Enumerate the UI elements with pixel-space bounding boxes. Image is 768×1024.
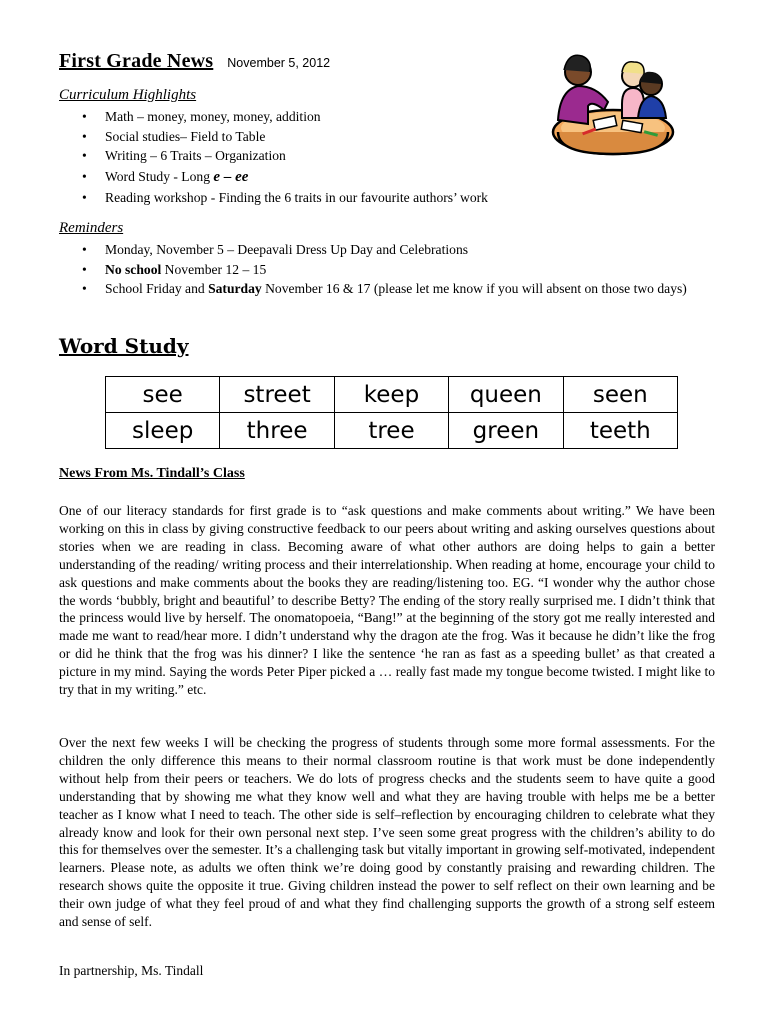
word-study-table [105, 376, 678, 449]
list-item [59, 166, 488, 188]
word-study-heading: Word Study [59, 334, 189, 358]
news-paragraph-1: One of our literacy standards for first grade is to “ask questions and make comments about writing.” We have been working on this in class by giving constructive feedback to our peers about writing and asking ourselves questions about stories when we are reading in class. Becoming aware of what other authors are doing helps to gain a better understanding of the reading/ writing process and their interrelationship. When reading at home, encourage your child to ask questions and make comments about the books they are reading/listening too. EG. “I wonder why the author chose the words ‘bubbly, bright and beautiful’ to describe Betty? The ending of the story really surprised me. I didn’t think that the princess would live by herself. The onomatopoeia, “Bang!” at the beginning of the story got me really interested and made me want to read/hear more. I didn’t understand why the dragon ate the frog. Was it because he didn’t like the frog or did he think that the frog was his dinner? I like the sentence ‘he ran as fast as a speeding bullet’ as that created a picture in my mind. Saying the words Peter Piper picked a … really fast made my tongue become twisted. I might like to try that in my writing.” etc. [59, 503, 715, 698]
school-dates-note: November 16 & 17 (please let me know if you will absent on those two days) [261, 281, 687, 296]
list-item: • Reading workshop - Finding the 6 traits in our favourite authors’ work [59, 188, 488, 208]
list-item [59, 279, 715, 299]
saturday-label: Saturday [208, 281, 262, 296]
no-school-dates: November 12 – 15 [161, 261, 267, 277]
curriculum-heading: Curriculum Highlights [59, 87, 197, 103]
list-item [59, 260, 715, 280]
word-cell: keep [334, 377, 448, 413]
reminders-heading: Reminders [59, 220, 124, 236]
word-cell: street [220, 377, 334, 413]
reminders-list [59, 240, 715, 299]
long-vowel-pattern: e – ee [213, 168, 249, 185]
list-item: • Social studies– Field to Table [59, 127, 488, 147]
list-item: • Monday, November 5 – Deepavali Dress Up Day and Celebrations [59, 240, 715, 260]
word-cell: sleep [106, 413, 220, 449]
word-cell: queen [449, 377, 563, 413]
word-cell: green [449, 413, 563, 449]
word-cell: tree [334, 413, 448, 449]
list-item: • Math – money, money, money, addition [59, 107, 488, 127]
table-row [106, 377, 678, 413]
children-at-table-clipart-icon [548, 40, 678, 158]
word-cell: see [106, 377, 220, 413]
word-cell: three [220, 413, 334, 449]
no-school-label: No school [105, 261, 162, 277]
word-cell: seen [563, 377, 677, 413]
signoff: In partnership, Ms. Tindall [59, 963, 204, 978]
school-text: School Friday and [105, 281, 209, 296]
word-cell: teeth [563, 413, 677, 449]
newsletter-date: November 5, 2012 [227, 56, 331, 70]
table-row [106, 413, 678, 449]
list-item: • Writing – 6 Traits – Organization [59, 146, 488, 166]
news-paragraph-2: Over the next few weeks I will be checking the progress of students through some more formal assessments. For the children the only difference this means to their normal classroom routine is that work must be done independently without help from their peers or teachers. We do lots of progress checks and the students seem to have quite a good understanding that by showing me what they know well and what they are having trouble with helps me be a better teacher as I know what I need to teach. The other side is self–reflection by encouraging children to celebrate what they already know and look for their own personal next step. I’ve seen some great progress with the children’s ability to do this for themselves over the semester. It’s a challenging task but vitally important in growing self-motivated, independent learners. Please note, as adults we often think we’re doing good by constantly praising and rewarding children. The research shows quite the opposite it true. Giving children instead the power to self reflect on their own learning and be their own judge of what they feel proud of and what they find challenging supports the growth of a strong self esteem and sense of self. [59, 735, 715, 930]
news-heading: News From Ms. Tindall’s Class [59, 466, 245, 481]
word-study-label: Word Study - Long [105, 168, 214, 184]
curriculum-list [59, 107, 488, 207]
header [59, 50, 330, 73]
page-title: First Grade News [59, 50, 214, 72]
